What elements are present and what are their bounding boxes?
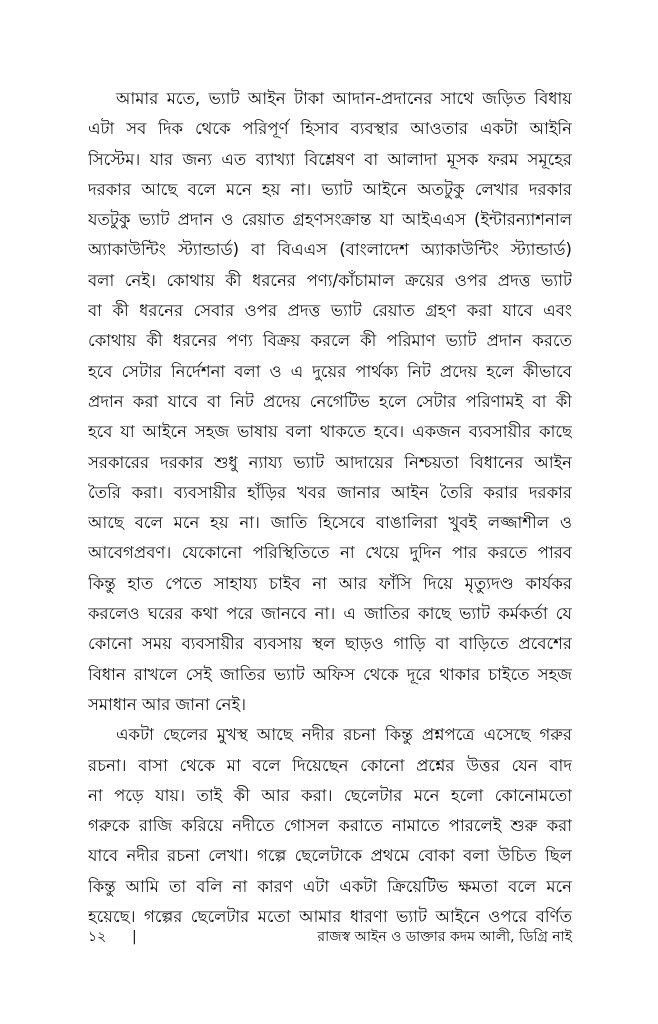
text-line: কিন্তু হাত পেতে সাহায্য চাইব না আর ফাঁসি দিয়ে মৃত্যুদণ্ড কার্যকর [88,573,572,593]
page-number: ১২ [88,929,107,945]
text-line: এটা সব দিক থেকে পরিপূর্ণ হিসাব ব্যবস্থার আওতার একটা আইনি [88,119,572,139]
text-line: বিধান রাখলে সেই জাতির ভ্যাট অফিস থেকে দূরে থাকার চাইতে সহজ [88,664,572,684]
text-line: বলা নেই। কোথায় কী ধরনের পণ্য/কাঁচামাল ক্রয়ের ওপর প্রদত্ত ভ্যাট [88,270,572,290]
footer-separator: | [132,929,137,945]
text-line: কোনো সময় ব্যবসায়ীর ব্যবসায় স্থল ছাড়ও গাড়ি বা বাড়িতে প্রবেশের [88,634,572,654]
text-line: না পড়ে যায়। তাই কী আর করা। ছেলেটার মনে হলো কোনোমতো [88,785,572,805]
text-line: গরুকে রাজি করিয়ে নদীতে গোসল করাতে নামাতে পারলেই শুরু করা [88,816,572,836]
text-line: সমাধান আর জানা নেই। [88,694,246,714]
body-text [88,84,572,932]
running-title: রাজস্ব আইন ও ডাক্তার কদম আলী, ডিগ্রি নাই [317,929,572,945]
text-line: সিস্টেম। যার জন্য এত ব্যাখ্যা বিশ্লেষণ বা আলাদা মূসক ফরম সমূহের [88,149,572,169]
text-line: অ্যাকাউন্টিং স্ট্যান্ডার্ড) বা বিএএস (বাংলাদেশ অ্যাকাউন্টিং স্ট্যান্ডার্ড) [88,240,572,260]
text-line: আমার মতে, ভ্যাট আইন টাকা আদান-প্রদানের সাথে জড়িত বিধায় [116,89,572,108]
page-footer [88,924,572,950]
text-line: তৈরি করা। ব্যবসায়ীর হাঁড়ির খবর জানার আইন তৈরি করার দরকার [88,482,572,502]
text-line: আবেগপ্রবণ। যেকোনো পরিস্থিতিতে না খেয়ে দুদিন পার করতে পারব [88,543,572,563]
text-line: কিন্তু আমি তা বলি না কারণ এটা একটা ক্রিয়েটিভ ক্ষমতা বলে মনে [88,876,572,896]
text-line: কোথায় কী ধরনের পণ্য বিক্রয় করলে কী পরিমাণ ভ্যাট প্রদান করতে [88,331,572,351]
text-line: যাবে নদীর রচনা লেখা। গল্পে ছেলেটাকে প্রথমে বোকা বলা উচিত ছিল [88,846,572,866]
text-line: বা কী ধরনের সেবার ওপর প্রদত্ত ভ্যাট রেয়াত গ্রহণ করা যাবে এবং [88,301,572,321]
text-line: হবে যা আইনে সহজ ভাষায় বলা থাকতে হবে। একজন ব্যবসায়ীর কাছে [88,422,572,442]
text-line: একটা ছেলের মুখস্থ আছে নদীর রচনা কিন্তু প্রশ্নপত্রে এসেছে গরুর [116,725,572,745]
text-line: হবে সেটার নির্দেশনা বলা ও এ দুয়ের পার্থক্য নিট প্রদেয় হলে কীভাবে [88,361,572,381]
text-line: প্রদান করা যাবে বা নিট প্রদেয় নেগেটিভ হলে সেটার পরিণামই বা কী [88,391,572,411]
text-line: হয়েছে। গল্পের ছেলেটার মতো আমার ধারণা ভ্যাট আইনে ওপরে বর্ণিত [88,907,572,927]
text-line: সরকারের দরকার শুধু ন্যায্য ভ্যাট আদায়ের নিশ্চয়তা বিধানের আইন [88,452,572,472]
text-line: করলেও ঘরের কথা পরে জানবে না। এ জাতির কাছে ভ্যাট কর্মকর্তা যে [88,604,572,624]
text-line: দরকার আছে বলে মনে হয় না। ভ্যাট আইনে অতটুকু লেখার দরকার [88,179,572,199]
text-line: যতটুকু ভ্যাট প্রদান ও রেয়াত গ্রহণসংক্রান্ত যা আইএএস (ইন্টারন্যাশনাল [88,210,572,230]
text-line: আছে বলে মনে হয় না। জাতি হিসেবে বাঙালিরা খুবই লজ্জাশীল ও [88,513,572,533]
text-line: রচনা। বাসা থেকে মা বলে দিয়েছেন কোনো প্রশ্নের উত্তর যেন বাদ [88,755,572,775]
